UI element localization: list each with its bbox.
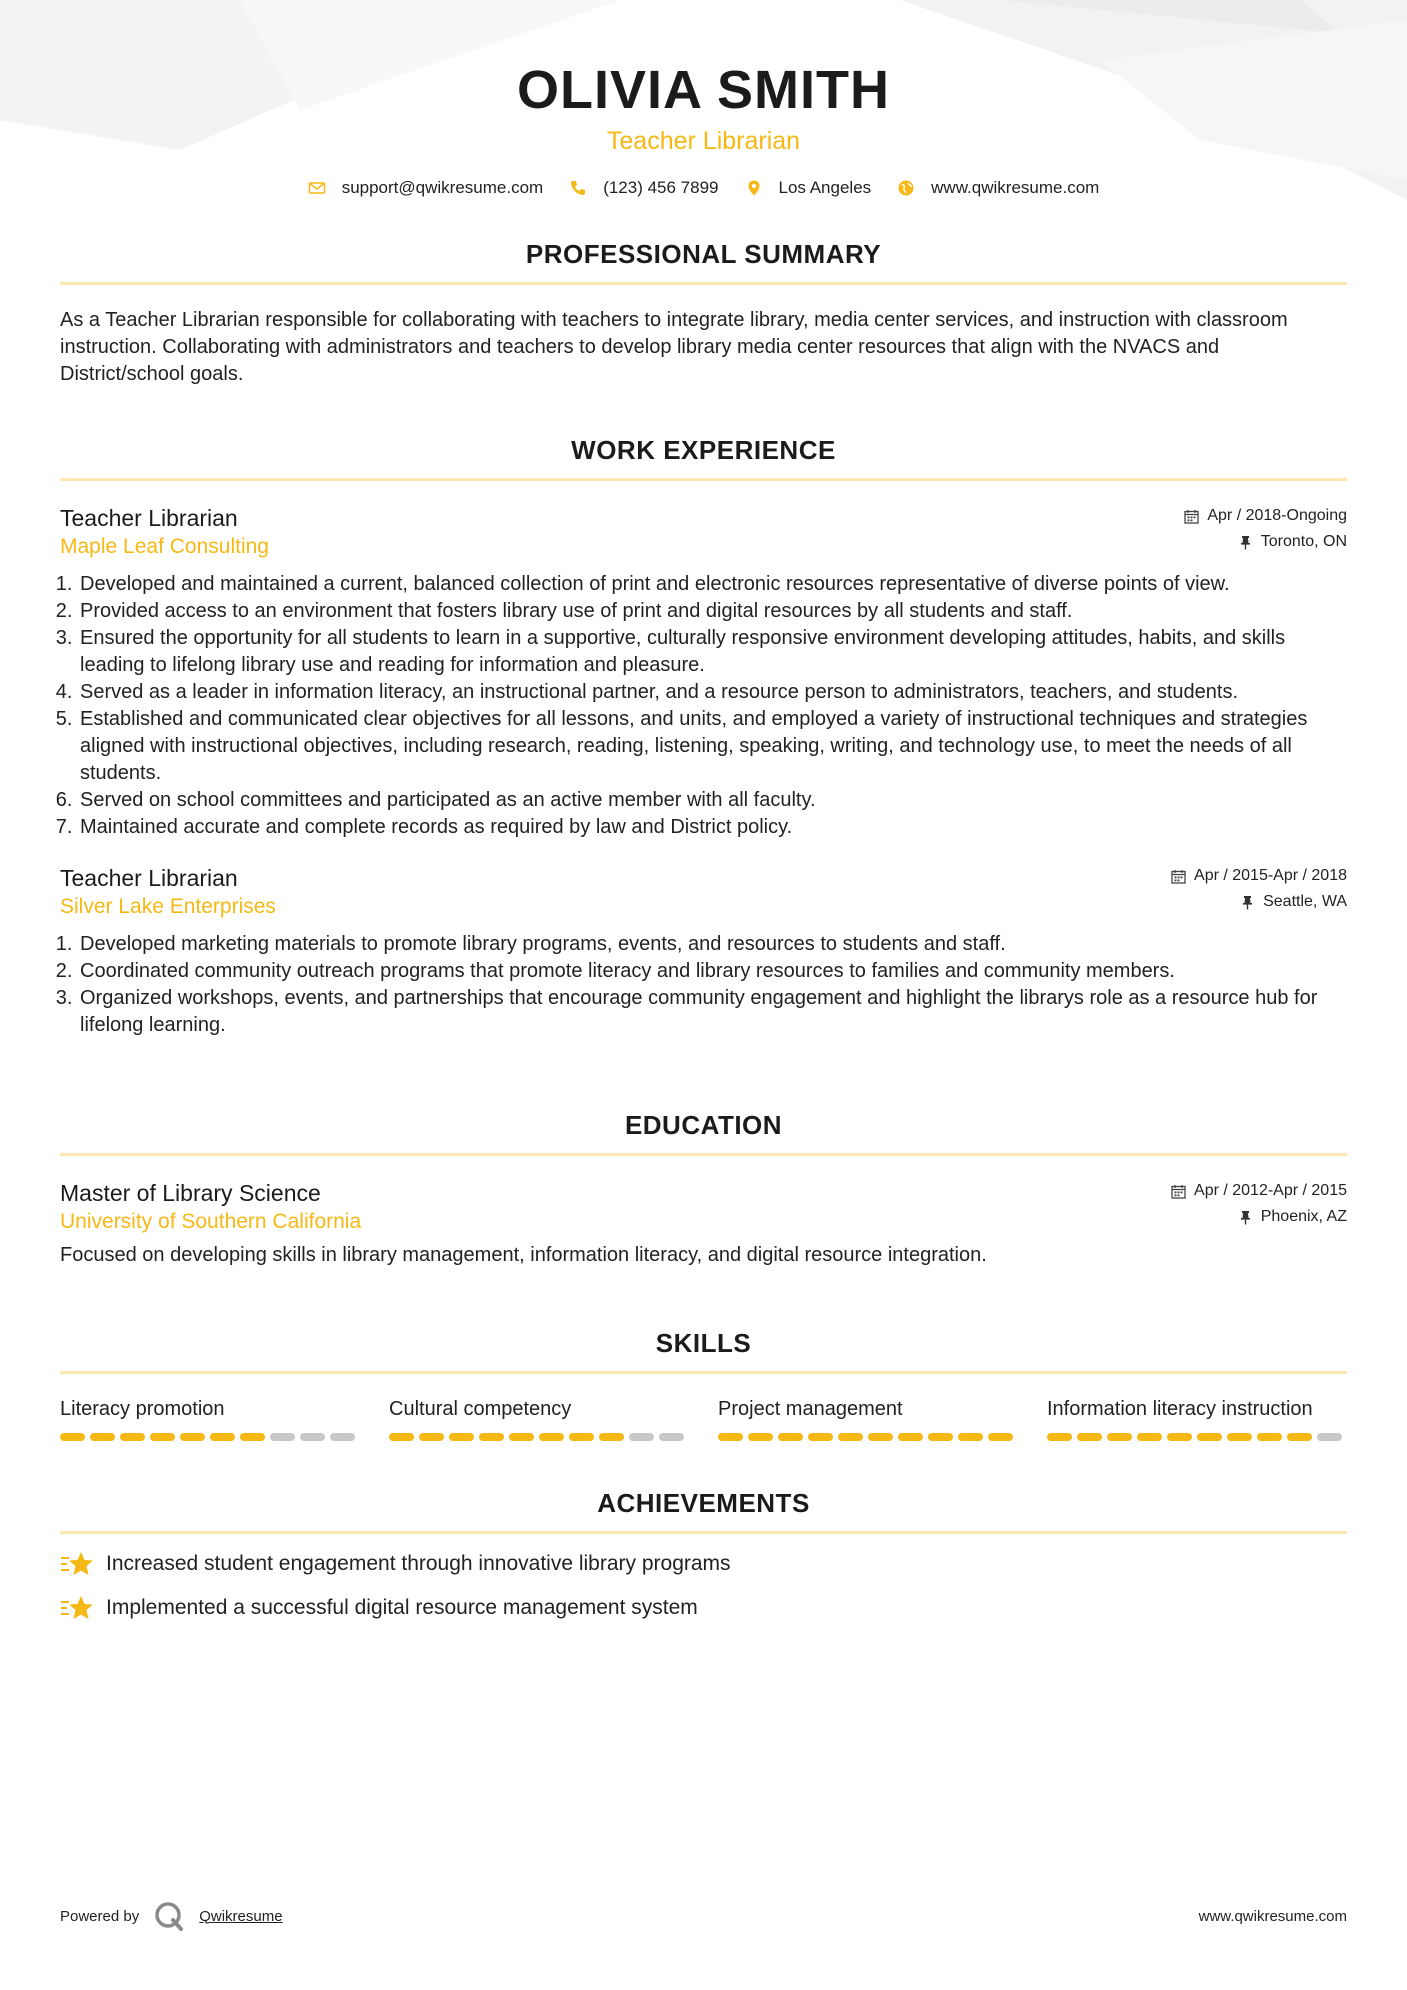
brand-link[interactable]: Qwikresume — [199, 1907, 283, 1925]
list-item: 1. Developed and maintained a current, balanced collection of print and electronic resources representative of diverse points of view. — [78, 571, 1347, 598]
list-item: 6. Served on school committees and participated as an active member with all faculty. — [78, 787, 1347, 814]
skill-dot — [569, 1433, 594, 1441]
skill-name: Information literacy instruction — [1047, 1398, 1313, 1420]
achievements-heading: ACHIEVEMENTS — [597, 1488, 810, 1518]
skill-dot — [748, 1433, 773, 1441]
skills-list — [60, 1396, 1347, 1441]
skill-dot — [1317, 1433, 1342, 1441]
job-bullets — [60, 571, 1347, 841]
list-item: 5. Established and communicated clear objectives for all lessons, and units, and employed a variety of instructional techniques and strategies aligned with instructional objectives, including research, reading, listening, speaking, writing, and technology use, to meet the needs of all students. — [78, 706, 1347, 787]
company-name: Silver Lake Enterprises — [60, 895, 276, 918]
calendar-icon — [1171, 869, 1186, 884]
calendar-icon — [1184, 509, 1199, 524]
skill-dot — [1047, 1433, 1072, 1441]
pushpin-icon — [1238, 1210, 1253, 1225]
skill-dot — [150, 1433, 175, 1441]
summary-text: As a Teacher Librarian responsible for collaborating with teachers to integrate library, media center services, and instruction with classroom instruction. Collaborating with administrators and teachers to develop library media center resources that align with the NVACS and District/school goals. — [60, 309, 1288, 385]
candidate-name: OLIVIA SMITH — [517, 60, 890, 120]
contact-email[interactable] — [308, 178, 544, 198]
skill-name: Project management — [718, 1398, 903, 1420]
skill-dot — [1287, 1433, 1312, 1441]
location-text: Phoenix, AZ — [1260, 1208, 1347, 1225]
job-title: Teacher Librarian — [60, 865, 238, 891]
star-icon — [60, 1594, 94, 1622]
skill-dot — [419, 1433, 444, 1441]
qwikresume-logo-icon — [153, 1900, 185, 1932]
contact-phone[interactable] — [569, 178, 718, 198]
website-text: www.qwikresume.com — [931, 178, 1100, 197]
experience-heading: WORK EXPERIENCE — [571, 435, 836, 465]
location-text: Toronto, ON — [1260, 533, 1347, 550]
skill-dot — [1107, 1433, 1132, 1441]
skill-dot — [90, 1433, 115, 1441]
skill-dot — [718, 1433, 743, 1441]
skill-dot — [60, 1433, 85, 1441]
education-entry — [60, 1178, 1347, 1269]
map-pin-icon — [745, 179, 763, 197]
job-dates — [1171, 867, 1347, 885]
skill-dot — [1137, 1433, 1162, 1441]
job-entry — [60, 863, 1347, 1039]
skill-rating — [1047, 1433, 1347, 1441]
skill-dot — [270, 1433, 295, 1441]
skill-rating — [389, 1433, 689, 1441]
footer — [60, 1900, 1347, 1932]
phone-icon — [569, 179, 587, 197]
education-section — [60, 1109, 1347, 1269]
skill-item — [60, 1396, 360, 1441]
skills-heading: SKILLS — [655, 1328, 752, 1358]
dates-text: Apr / 2012-Apr / 2015 — [1194, 1182, 1347, 1199]
skill-dot — [1257, 1433, 1282, 1441]
list-item: 4. Served as a leader in information literacy, an instructional partner, and a resource person to administrators, teachers, and students. — [78, 679, 1347, 706]
section-divider — [60, 478, 1347, 481]
globe-icon — [897, 179, 915, 197]
achievement-text: Increased student engagement through innovative library programs — [106, 1552, 731, 1575]
degree-title: Master of Library Science — [60, 1180, 321, 1206]
contact-location — [745, 178, 872, 198]
skill-dot — [958, 1433, 983, 1441]
skill-dot — [509, 1433, 534, 1441]
dates-text: Apr / 2015-Apr / 2018 — [1194, 867, 1347, 884]
skill-dot — [599, 1433, 624, 1441]
experience-section — [60, 434, 1347, 1039]
skill-dot — [389, 1433, 414, 1441]
skill-item — [718, 1396, 1018, 1441]
skill-dot — [868, 1433, 893, 1441]
email-text: support@qwikresume.com — [341, 178, 544, 197]
skill-dot — [898, 1433, 923, 1441]
dates-text: Apr / 2018-Ongoing — [1207, 507, 1347, 524]
skill-dot — [629, 1433, 654, 1441]
achievement-text: Implemented a successful digital resource management system — [106, 1596, 698, 1619]
pushpin-icon — [1240, 895, 1255, 910]
job-dates — [1184, 507, 1347, 525]
skill-dot — [330, 1433, 355, 1441]
skill-dot — [300, 1433, 325, 1441]
footer-website[interactable]: www.qwikresume.com — [1198, 1907, 1347, 1925]
skill-dot — [449, 1433, 474, 1441]
section-divider — [60, 1371, 1347, 1374]
job-location — [1184, 533, 1347, 551]
resume-header — [0, 0, 1407, 198]
calendar-icon — [1171, 1184, 1186, 1199]
envelope-icon — [308, 179, 326, 197]
list-item: 7. Maintained accurate and complete records as required by law and District policy. — [78, 814, 1347, 841]
skill-dot — [988, 1433, 1013, 1441]
skill-dot — [838, 1433, 863, 1441]
skill-dot — [180, 1433, 205, 1441]
skill-rating — [718, 1433, 1018, 1441]
skill-dot — [1197, 1433, 1222, 1441]
skill-dot — [778, 1433, 803, 1441]
location-text: Los Angeles — [778, 178, 872, 197]
skill-rating — [60, 1433, 360, 1441]
achievement-item — [60, 1550, 1347, 1578]
job-bullets — [60, 931, 1347, 1039]
achievements-section — [60, 1487, 1347, 1622]
summary-heading: PROFESSIONAL SUMMARY — [525, 239, 882, 269]
section-divider — [60, 1153, 1347, 1156]
skill-dot — [928, 1433, 953, 1441]
star-icon — [60, 1550, 94, 1578]
skill-dot — [539, 1433, 564, 1441]
contact-website[interactable] — [897, 178, 1099, 198]
list-item: 2. Coordinated community outreach programs that promote literacy and library resources to families and community members. — [78, 958, 1347, 985]
summary-section — [60, 238, 1347, 388]
job-entry — [60, 503, 1347, 841]
skill-dot — [120, 1433, 145, 1441]
list-item: 3. Ensured the opportunity for all students to learn in a supportive, culturally responsive environment developing attitudes, habits, and skills leading to lifelong library use and reading for information and pleasure. — [78, 625, 1347, 679]
list-item: 2. Provided access to an environment that fosters library use of print and digital resources by all students and staff. — [78, 598, 1347, 625]
skill-item — [1047, 1396, 1347, 1441]
skill-dot — [240, 1433, 265, 1441]
education-dates — [1171, 1182, 1347, 1200]
company-name: Maple Leaf Consulting — [60, 535, 269, 558]
job-title: Teacher Librarian — [60, 505, 238, 531]
contact-bar — [0, 178, 1407, 198]
education-heading: EDUCATION — [624, 1110, 783, 1140]
powered-by-label: Powered by — [60, 1907, 140, 1925]
skills-section — [60, 1327, 1347, 1441]
education-location — [1171, 1208, 1347, 1226]
education-description: Focused on developing skills in library management, information literacy, and digital resource integration. — [60, 1244, 987, 1266]
achievement-item — [60, 1594, 1347, 1622]
skill-name: Cultural competency — [389, 1398, 572, 1420]
skill-dot — [210, 1433, 235, 1441]
skill-name: Literacy promotion — [60, 1398, 225, 1420]
school-name: University of Southern California — [60, 1210, 362, 1233]
skill-dot — [1227, 1433, 1252, 1441]
section-divider — [60, 1531, 1347, 1534]
skill-item — [389, 1396, 689, 1441]
list-item: 1. Developed marketing materials to promote library programs, events, and resources to students and staff. — [78, 931, 1347, 958]
powered-by — [60, 1900, 283, 1932]
skill-dot — [479, 1433, 504, 1441]
location-text: Seattle, WA — [1263, 893, 1347, 910]
phone-text: (123) 456 7899 — [603, 178, 719, 197]
job-location — [1171, 893, 1347, 911]
section-divider — [60, 282, 1347, 285]
list-item: 3. Organized workshops, events, and partnerships that encourage community engagement and highlight the librarys role as a resource hub for lifelong learning. — [78, 985, 1347, 1039]
skill-dot — [808, 1433, 833, 1441]
skill-dot — [659, 1433, 684, 1441]
pushpin-icon — [1238, 535, 1253, 550]
skill-dot — [1167, 1433, 1192, 1441]
candidate-title: Teacher Librarian — [606, 127, 801, 155]
skill-dot — [1077, 1433, 1102, 1441]
